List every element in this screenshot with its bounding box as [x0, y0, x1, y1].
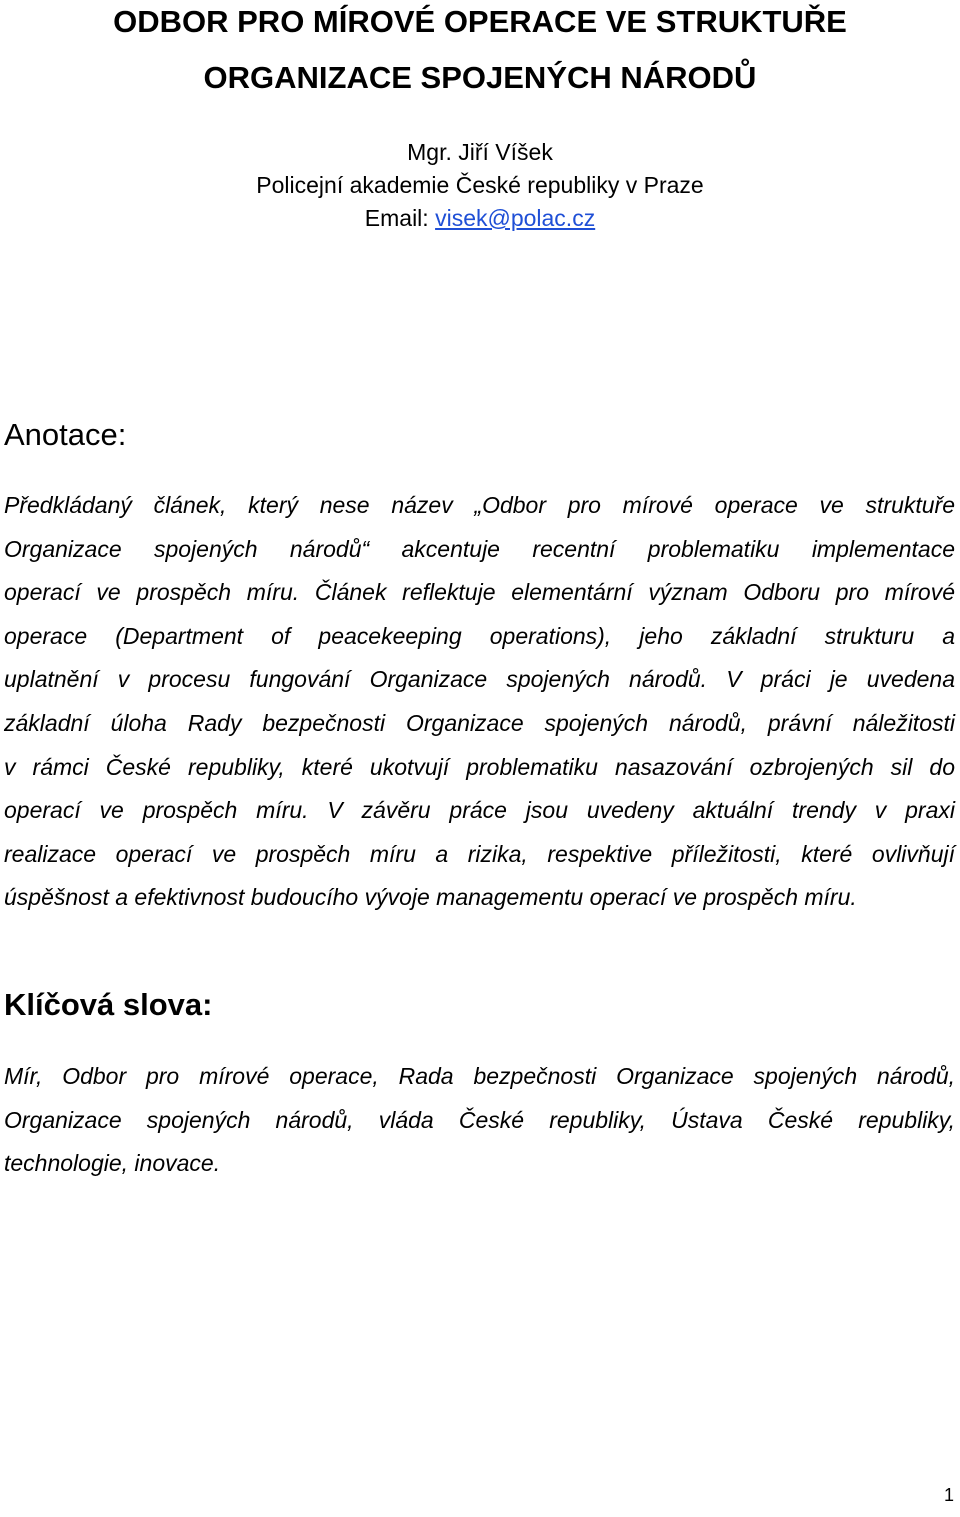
annotation-line: Organizace spojených národů“ akcentuje recentní problematiku implementace — [4, 535, 955, 562]
keywords-line: Organizace spojených národů, vláda České republiky, Ústava České republiky, — [4, 1106, 955, 1133]
email-label: Email: — [364, 205, 429, 231]
email-link[interactable]: visek@polac.cz — [435, 205, 596, 231]
keywords-line: Mír, Odbor pro mírové operace, Rada bezpečnosti Organizace spojených národů, — [4, 1063, 955, 1089]
annotation-line: uplatnění v procesu fungování Organizace spojených národů. V práci je uvedena — [4, 666, 955, 693]
keywords-line: technologie, inovace. — [4, 1150, 221, 1177]
annotation-line: operace (Department of peacekeeping operations), jeho základní strukturu a — [4, 622, 955, 649]
author-affiliation: Policejní akademie České republiky v Praze — [256, 172, 704, 198]
document-title-line-1: ODBOR PRO MÍROVÉ OPERACE VE STRUKTUŘE — [113, 4, 847, 39]
annotation-line: operací ve prospěch míru. V závěru práce jsou uvedeny aktuální trendy v praxi — [4, 797, 955, 824]
annotation-line: základní úloha Rady bezpečnosti Organizace spojených národů, právní náležitosti — [4, 709, 955, 736]
annotation-line: realizace operací ve prospěch míru a rizika, respektive příležitosti, které ovlivňují — [4, 840, 955, 867]
annotation-line: operací ve prospěch míru. Článek reflektuje elementární význam Odboru pro mírové — [4, 579, 955, 606]
author-block — [0, 136, 960, 235]
annotation-line: úspěšnost a efektivnost budoucího vývoje managementu operací ve prospěch míru. — [4, 884, 857, 911]
page-number: 1 — [943, 1485, 954, 1505]
author-name: Mgr. Jiří Víšek — [407, 139, 553, 165]
document-title-line-2: ORGANIZACE SPOJENÝCH NÁRODŮ — [203, 60, 757, 95]
keywords-heading: Klíčová slova: — [4, 987, 213, 1022]
annotation-text — [4, 484, 955, 920]
author-email-row — [0, 202, 960, 235]
annotation-line: Předkládaný článek, který nese název „Odbor pro mírové operace ve struktuře — [4, 492, 955, 518]
keywords-text — [4, 1055, 955, 1186]
annotation-line: v rámci České republiky, které ukotvují problematiku nasazování ozbrojených sil do — [4, 753, 955, 780]
annotation-heading: Anotace: — [4, 417, 127, 452]
